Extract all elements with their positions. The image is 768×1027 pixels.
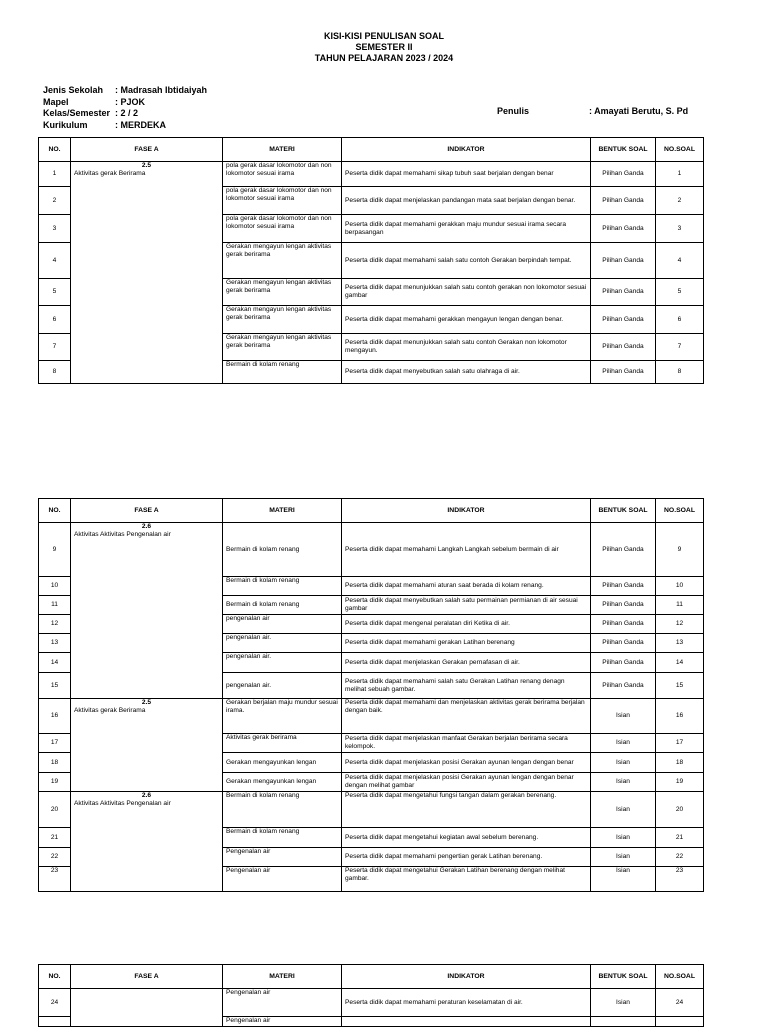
table-row — [39, 989, 704, 1017]
row-no-soal: 12 — [656, 615, 704, 634]
row-no: 3 — [39, 215, 71, 243]
row-indikator: Peserta didik dapat memahami gerakan Latihan berenang — [342, 634, 591, 653]
row-indikator: Peserta didik dapat menyebutkan salah satu olahraga di air. — [342, 361, 591, 384]
header-materi: MATERI — [223, 965, 342, 989]
row-indikator: Peserta didik dapat menjelaskan manfaat Gerakan berjalan berirama secara kelompok. — [342, 734, 591, 753]
row-materi: Gerakan mengayun lengan aktivitas gerak berirama — [223, 306, 342, 334]
row-no — [39, 1017, 71, 1027]
row-no-soal: 2 — [656, 187, 704, 215]
header-indikator: INDIKATOR — [342, 965, 591, 989]
meta-row — [43, 85, 207, 97]
row-no-soal: 18 — [656, 753, 704, 773]
table-row — [39, 792, 704, 828]
header-indikator: INDIKATOR — [342, 138, 591, 162]
title-line-3: TAHUN PELAJARAN 2023 / 2024 — [314, 53, 454, 63]
row-no-soal: 19 — [656, 773, 704, 792]
row-no-soal: 13 — [656, 634, 704, 653]
row-materi: Bermain di kolam renang — [223, 792, 342, 828]
row-bentuk-soal: Pilihan Ganda — [591, 523, 656, 577]
row-no: 18 — [39, 753, 71, 773]
row-no: 17 — [39, 734, 71, 753]
row-bentuk-soal: Isian — [591, 989, 656, 1017]
row-materi: pola gerak dasar lokomotor dan non lokomotor sesuai irama — [223, 162, 342, 187]
row-bentuk-soal: Isian — [591, 867, 656, 892]
header-bentuk-soal: BENTUK SOAL — [591, 965, 656, 989]
row-materi: Bermain di kolam renang — [223, 596, 342, 615]
row-no-soal: 14 — [656, 653, 704, 673]
header-no-soal: NO.SOAL — [656, 138, 704, 162]
row-no-soal: 11 — [656, 596, 704, 615]
row-no-soal: 9 — [656, 523, 704, 577]
row-bentuk-soal: Pilihan Ganda — [591, 653, 656, 673]
row-indikator: Peserta didik dapat menjelaskan posisi Gerakan ayunan lengan dengan benar dengan melihat gambar — [342, 773, 591, 792]
row-no: 2 — [39, 187, 71, 215]
row-indikator: Peserta didik dapat menyebutkan salah satu permainan permianan di air sesuai gambar — [342, 596, 591, 615]
row-bentuk-soal: Isian — [591, 753, 656, 773]
row-materi: Gerakan mengayunkan lengan — [223, 753, 342, 773]
row-no: 4 — [39, 243, 71, 279]
row-no-soal: 7 — [656, 334, 704, 361]
row-bentuk-soal: Pilihan Ganda — [591, 596, 656, 615]
row-no-soal: 5 — [656, 279, 704, 306]
row-indikator: Peserta didik dapat memahami aturan saat berada di kolam renang. — [342, 577, 591, 596]
row-no: 13 — [39, 634, 71, 653]
row-no: 7 — [39, 334, 71, 361]
row-materi: Pengenalan air — [223, 989, 342, 1017]
row-no: 5 — [39, 279, 71, 306]
row-no: 8 — [39, 361, 71, 384]
row-indikator: Peserta didik dapat mengetahui fungsi tangan dalam gerakan berenang. — [342, 792, 591, 828]
row-materi: Bermain di kolam renang — [223, 361, 342, 384]
row-no-soal: 6 — [656, 306, 704, 334]
meta-row — [43, 97, 207, 109]
row-no: 15 — [39, 673, 71, 699]
row-materi: pengenalan air — [223, 615, 342, 634]
row-indikator: Peserta didik dapat menjelaskan Gerakan pernafasan di air. — [342, 653, 591, 673]
row-no: 1 — [39, 162, 71, 187]
row-no: 12 — [39, 615, 71, 634]
row-indikator: Peserta didik dapat memahami pengertian gerak Latihan berenang. — [342, 848, 591, 867]
row-no: 19 — [39, 773, 71, 792]
fase-desc: Aktivitas gerak Berirama — [74, 706, 146, 714]
fase-desc: Aktivitas Aktivitas Pengenalan air — [74, 530, 171, 538]
header-no-soal: NO.SOAL — [656, 965, 704, 989]
fase-code: 2.5 — [141, 162, 152, 169]
row-indikator: Peserta didik dapat memahami dan menjelaskan aktivitas gerak berirama berjalan dengan baik. — [342, 699, 591, 734]
row-indikator: Peserta didik dapat memahami gerakkan mengayun lengan dengan benar. — [342, 306, 591, 334]
header-no: NO. — [39, 138, 71, 162]
row-indikator: Peserta didik dapat memahami sikap tubuh saat berjalan dengan benar — [342, 162, 591, 187]
meta-row — [43, 120, 207, 132]
row-bentuk-soal: Pilihan Ganda — [591, 243, 656, 279]
header-fase: FASE A — [71, 499, 223, 523]
row-no: 20 — [39, 792, 71, 828]
fase-code: 2.5 — [141, 699, 152, 706]
row-bentuk-soal: Pilihan Ganda — [591, 615, 656, 634]
meta-value: : Madrasah Ibtidaiyah — [115, 85, 208, 95]
header-bentuk-soal: BENTUK SOAL — [591, 138, 656, 162]
row-bentuk-soal: Pilihan Ganda — [591, 215, 656, 243]
row-no-soal: 3 — [656, 215, 704, 243]
fase-code: 2.6 — [141, 792, 152, 799]
document-meta — [43, 85, 207, 131]
row-no: 10 — [39, 577, 71, 596]
table-row — [39, 699, 704, 734]
row-no-soal: 4 — [656, 243, 704, 279]
row-indikator: Peserta didik dapat mengetahui kegiatan awal sebelum berenang. — [342, 828, 591, 848]
meta-label: Mapel — [43, 96, 69, 107]
table-row — [39, 523, 704, 577]
fase-desc: Aktivitas gerak Berirama — [74, 169, 146, 177]
row-bentuk-soal: Isian — [591, 734, 656, 753]
fase-cell — [71, 792, 223, 892]
kisi-table-1 — [38, 137, 704, 384]
row-materi: Gerakan mengayunkan lengan — [223, 773, 342, 792]
row-materi: pola gerak dasar lokomotor dan non lokomotor sesuai irama — [223, 215, 342, 243]
row-materi: Pengenalan air — [223, 867, 342, 892]
row-indikator: Peserta didik dapat memahami salah satu contoh Gerakan berpindah tempat. — [342, 243, 591, 279]
row-no-soal: 22 — [656, 848, 704, 867]
kisi-table-2 — [38, 498, 704, 892]
fase-desc: Aktivitas Aktivitas Pengenalan air — [74, 799, 171, 807]
meta-label: Kurikulum — [43, 119, 88, 130]
meta-value: : 2 / 2 — [115, 108, 139, 118]
title-line-1: KISI-KISI PENULISAN SOAL — [323, 31, 444, 41]
row-no-soal: 24 — [656, 989, 704, 1017]
row-indikator: Peserta didik dapat memahami gerakkan maju mundur sesuai irama secara berpasangan — [342, 215, 591, 243]
header-fase: FASE A — [71, 138, 223, 162]
row-no-soal: 10 — [656, 577, 704, 596]
row-bentuk-soal: Pilihan Ganda — [591, 334, 656, 361]
meta-label: Jenis Sekolah — [43, 85, 104, 95]
row-materi: Gerakan mengayun lengan aktivitas gerak berirama — [223, 243, 342, 279]
meta-value: : PJOK — [115, 96, 146, 107]
row-no: 9 — [39, 523, 71, 577]
row-materi: Bermain di kolam renang — [223, 828, 342, 848]
title-line-2: SEMESTER II — [355, 42, 413, 52]
row-no-soal: 8 — [656, 361, 704, 384]
row-no: 23 — [39, 867, 71, 892]
row-materi: Pengenalan air — [223, 1017, 342, 1027]
row-materi: Bermain di kolam renang — [223, 577, 342, 596]
row-no-soal: 20 — [656, 792, 704, 828]
meta-row — [43, 108, 207, 120]
row-no: 24 — [39, 989, 71, 1017]
row-bentuk-soal: Isian — [591, 848, 656, 867]
row-bentuk-soal: Isian — [591, 792, 656, 828]
row-indikator: Peserta didik dapat menjelaskan posisi Gerakan ayunan lengan dengan benar — [342, 753, 591, 773]
header-no: NO. — [39, 965, 71, 989]
row-indikator: Peserta didik dapat menjelaskan pandangan mata saat berjalan dengan benar. — [342, 187, 591, 215]
row-materi: Bermain di kolam renang — [223, 523, 342, 577]
row-bentuk-soal: Pilihan Ganda — [591, 279, 656, 306]
row-no-soal: 21 — [656, 828, 704, 848]
row-materi: pola gerak dasar lokomotor dan non lokomotor sesuai irama — [223, 187, 342, 215]
fase-cell — [71, 523, 223, 699]
header-indikator: INDIKATOR — [342, 499, 591, 523]
row-no-soal: 23 — [656, 867, 704, 892]
row-no: 21 — [39, 828, 71, 848]
fase-code: 2.6 — [141, 523, 152, 530]
document-title — [0, 31, 768, 64]
row-no: 14 — [39, 653, 71, 673]
row-bentuk-soal: Isian — [591, 699, 656, 734]
row-bentuk-soal: Isian — [591, 773, 656, 792]
row-no: 11 — [39, 596, 71, 615]
row-indikator: Peserta didik dapat menunjukkan salah satu contoh Gerakan non lokomotor mengayun. — [342, 334, 591, 361]
row-no-soal: 1 — [656, 162, 704, 187]
row-materi: Gerakan berjalan maju mundur sesuai irama. — [223, 699, 342, 734]
header-materi: MATERI — [223, 499, 342, 523]
meta-label: Kelas/Semester — [43, 108, 111, 118]
row-indikator: Peserta didik dapat mengetahui Gerakan Latihan berenang dengan melihat gambar. — [342, 867, 591, 892]
row-bentuk-soal: Pilihan Ganda — [591, 306, 656, 334]
kisi-table-3 — [38, 964, 704, 1027]
header-no: NO. — [39, 499, 71, 523]
fase-cell — [71, 989, 223, 1027]
row-indikator: Peserta didik dapat memahami peraturan keselamatan di air. — [342, 989, 591, 1017]
row-bentuk-soal: Pilihan Ganda — [591, 673, 656, 699]
row-bentuk-soal: Pilihan Ganda — [591, 634, 656, 653]
row-indikator: Peserta didik dapat memahami salah satu Gerakan Latihan renang denagn melihat sebuah gambar. — [342, 673, 591, 699]
row-materi: pengenalan air. — [223, 673, 342, 699]
row-no-soal: 15 — [656, 673, 704, 699]
row-materi: Gerakan mengayun lengan aktivitas gerak berirama — [223, 334, 342, 361]
row-no: 6 — [39, 306, 71, 334]
row-materi: Aktivitas gerak berirama — [223, 734, 342, 753]
row-indikator — [342, 1017, 591, 1027]
row-indikator: Peserta didik dapat menunjukkan salah satu contoh gerakan non lokomotor sesuai gambar — [342, 279, 591, 306]
header-fase: FASE A — [71, 965, 223, 989]
table-header-row — [39, 499, 704, 523]
row-no: 22 — [39, 848, 71, 867]
table-header-row — [39, 138, 704, 162]
row-bentuk-soal: Pilihan Ganda — [591, 187, 656, 215]
writer-label: Penulis — [497, 106, 530, 116]
fase-cell — [71, 162, 223, 384]
row-no-soal: 16 — [656, 699, 704, 734]
row-no-soal — [656, 1017, 704, 1027]
row-bentuk-soal — [591, 1017, 656, 1027]
row-bentuk-soal: Pilihan Ganda — [591, 577, 656, 596]
row-materi: pengenalan air. — [223, 634, 342, 653]
row-indikator: Peserta didik dapat mengenal peralatan diri Ketika di air. — [342, 615, 591, 634]
table-header-row — [39, 965, 704, 989]
writer-name: : Amayati Berutu, S. Pd — [589, 106, 689, 116]
meta-value: : MERDEKA — [115, 119, 166, 130]
row-no-soal: 17 — [656, 734, 704, 753]
header-no-soal: NO.SOAL — [656, 499, 704, 523]
header-bentuk-soal: BENTUK SOAL — [591, 499, 656, 523]
row-bentuk-soal: Isian — [591, 828, 656, 848]
table-row — [39, 162, 704, 187]
row-materi: Gerakan mengayun lengan aktivitas gerak berirama — [223, 279, 342, 306]
row-bentuk-soal: Pilihan Ganda — [591, 162, 656, 187]
row-bentuk-soal: Pilihan Ganda — [591, 361, 656, 384]
row-materi: pengenalan air. — [223, 653, 342, 673]
header-materi: MATERI — [223, 138, 342, 162]
row-materi: Pengenalan air — [223, 848, 342, 867]
row-indikator: Peserta didik dapat memahami Langkah Langkah sebelum bermain di air — [342, 523, 591, 577]
row-no: 16 — [39, 699, 71, 734]
fase-cell — [71, 699, 223, 792]
